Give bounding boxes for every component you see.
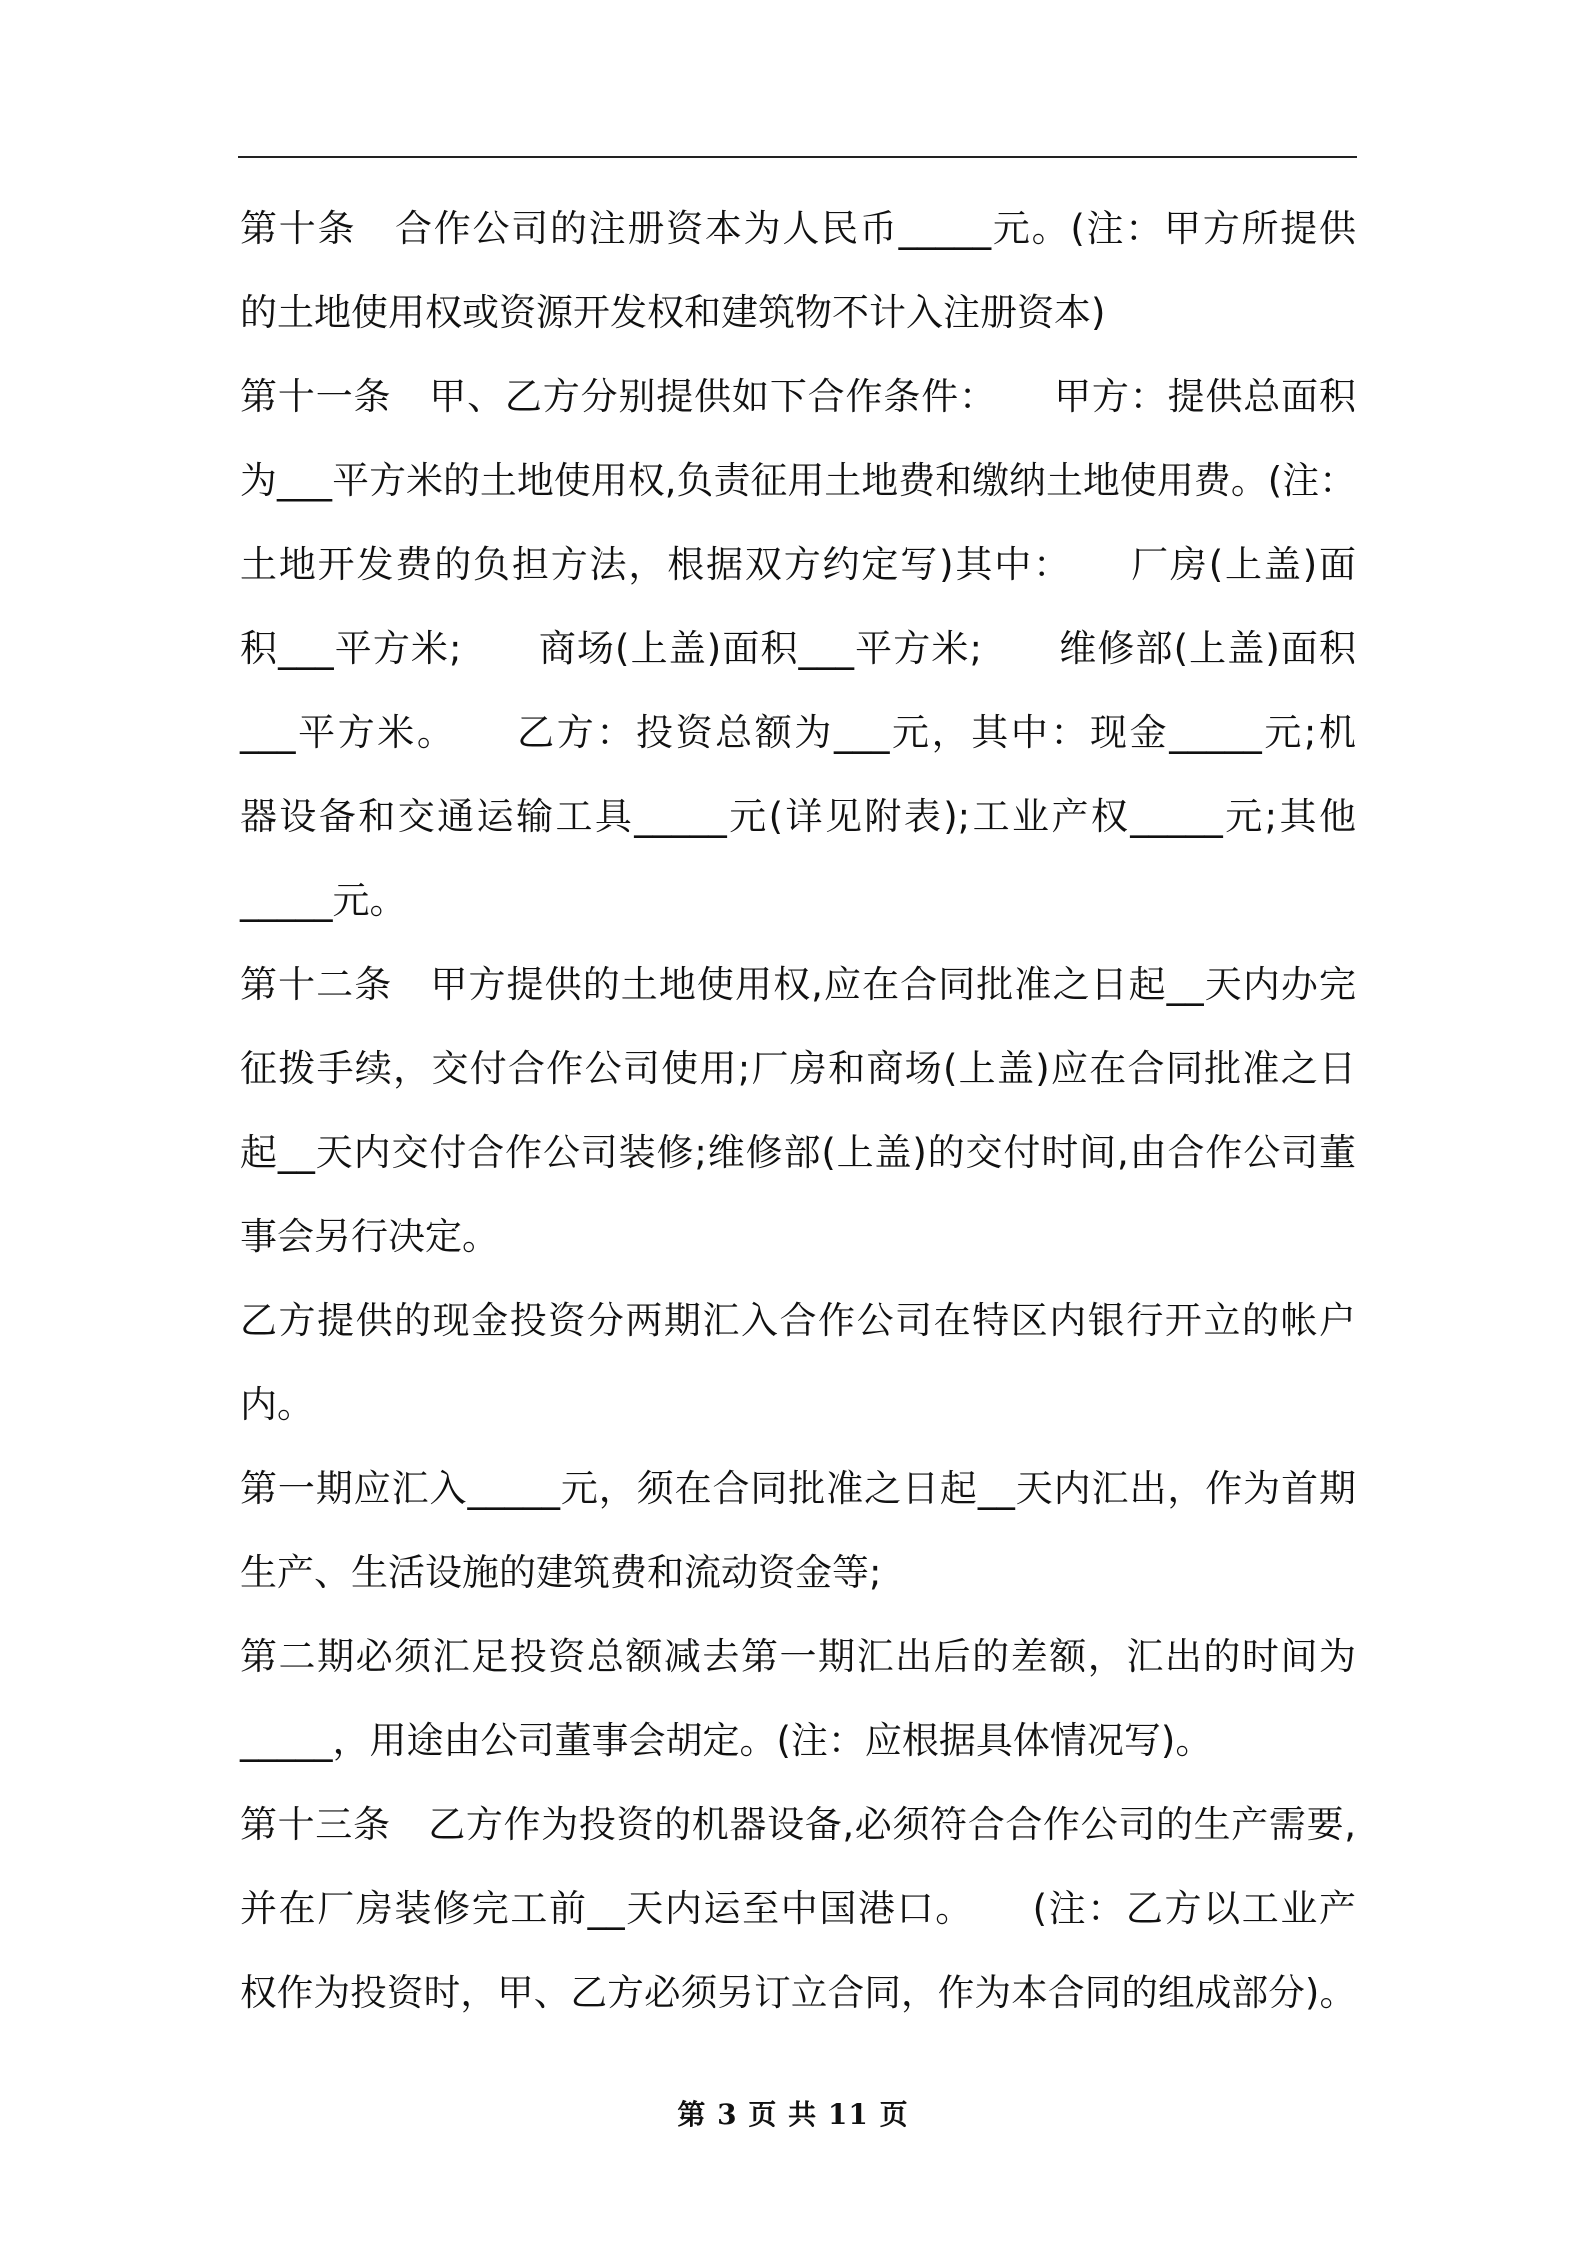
text-line: 第二期必须汇足投资总额减去第一期汇出后的差额，汇出的时间为 xyxy=(240,1635,1356,1678)
text-line: 征拨手续，交付合作公司使用;厂房和商场(上盖)应在合同批准之日 xyxy=(240,1047,1356,1090)
text-line: 器设备和交通运输工具_____元(详见附表);工业产权_____元;其他 xyxy=(240,795,1356,838)
text-line: 积___平方米; 商场(上盖)面积___平方米; 维修部(上盖)面积 xyxy=(240,627,1356,670)
text-line: 生产、生活设施的建筑费和流动资金等; xyxy=(240,1551,882,1594)
text-line: 乙方提供的现金投资分两期汇入合作公司在特区内银行开立的帐户 xyxy=(240,1299,1356,1342)
text-line: 第一期应汇入_____元，须在合同批准之日起__天内汇出，作为首期 xyxy=(240,1467,1356,1510)
text-line: _____元。 xyxy=(240,879,407,922)
page-number: 第 3 页 共 11 页 xyxy=(677,2098,909,2131)
text-line: 土地开发费的负担方法，根据双方约定写)其中： 厂房(上盖)面 xyxy=(240,543,1356,586)
text-line: ___平方米。 乙方：投资总额为___元，其中：现金_____元;机 xyxy=(240,711,1356,754)
text-line: 起__天内交付合作公司装修;维修部(上盖)的交付时间,由合作公司董 xyxy=(240,1131,1356,1174)
text-line: 权作为投资时，甲、乙方必须另订立合同，作为本合同的组成部分)。 xyxy=(240,1971,1356,2014)
document-body xyxy=(240,187,1356,2035)
text-line: 内。 xyxy=(240,1383,314,1426)
text-line: 的土地使用权或资源开发权和建筑物不计入注册资本) xyxy=(240,291,1106,334)
header-rule xyxy=(238,156,1357,158)
text-line: 第十二条 甲方提供的土地使用权,应在合同批准之日起__天内办完 xyxy=(240,963,1356,1006)
text-line: 第十一条 甲、乙方分别提供如下合作条件： 甲方：提供总面积 xyxy=(240,375,1356,418)
text-line: 第十条 合作公司的注册资本为人民币_____元。(注：甲方所提供 xyxy=(240,207,1356,250)
text-line: 为___平方米的土地使用权,负责征用土地费和缴纳土地使用费。(注： xyxy=(240,459,1356,502)
text-line: _____，用途由公司董事会胡定。(注：应根据具体情况写)。 xyxy=(240,1719,1213,1762)
text-line: 并在厂房装修完工前__天内运至中国港口。 (注：乙方以工业产 xyxy=(240,1887,1356,1930)
text-line: 第十三条 乙方作为投资的机器设备,必须符合合作公司的生产需要, xyxy=(240,1803,1356,1846)
text-line: 事会另行决定。 xyxy=(240,1215,499,1258)
